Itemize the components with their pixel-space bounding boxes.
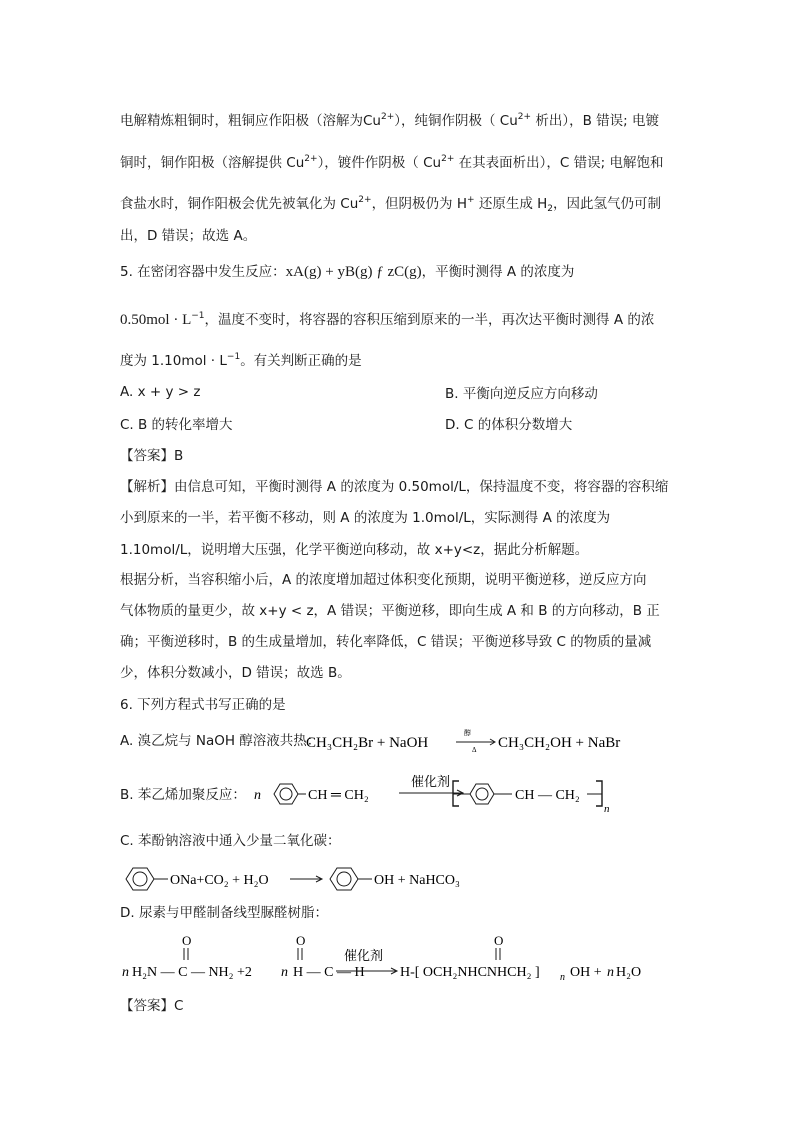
q6-answer: 【答案】C bbox=[120, 998, 184, 1014]
q6-option-b-label: B. 苯乙烯加聚反应： bbox=[120, 787, 246, 803]
text: ），镀件作阴极（ Cu bbox=[317, 155, 442, 171]
benzene-ring-icon bbox=[470, 784, 494, 804]
q6-option-c-equation bbox=[118, 858, 488, 898]
q5-analysis-2: 小到原来的一半，若平衡不移动，则 A 的浓度为 1.0mol/L，实际测得 A 的浓度为 bbox=[120, 510, 611, 526]
superscript: −1 bbox=[191, 311, 205, 321]
condition-heat: Δ bbox=[472, 746, 477, 754]
urea: H₂N — C — NH₂ +2 bbox=[132, 965, 252, 980]
resin-repeat-unit: H-[ OCH₂NHCNHCH₂ ] bbox=[400, 965, 540, 980]
carbonyl-oxygen: O bbox=[494, 933, 504, 948]
degree-n: n bbox=[604, 803, 610, 815]
coefficient-n: n bbox=[281, 965, 288, 980]
text: ，平衡时测得 A 的浓度为 bbox=[421, 264, 575, 280]
catalyst-label: 催化剂 bbox=[344, 949, 384, 964]
q5-analysis-3: 1.10mol/L，说明增大压强，化学平衡逆向移动，故 x+y<z，据此分析解题。 bbox=[120, 542, 589, 558]
q5-option-c: C. B 的转化率增大 bbox=[120, 417, 233, 433]
polymer-unit: CH — CH₂ bbox=[515, 788, 580, 803]
q5-line-3 bbox=[120, 347, 362, 371]
paragraph-line-2 bbox=[120, 149, 663, 173]
carbonyl-oxygen: O bbox=[296, 933, 306, 948]
catalyst-label: 催化剂 bbox=[411, 775, 451, 790]
concentration: 度为 1.10mol · L bbox=[120, 353, 227, 369]
q5-line-2 bbox=[120, 306, 654, 330]
benzene-ring-icon bbox=[330, 868, 358, 890]
text: ，但阴极仍为 H bbox=[371, 196, 468, 212]
formaldehyde: H — C — H bbox=[293, 965, 365, 980]
q5-stem bbox=[120, 262, 574, 282]
superscript: 2+ bbox=[304, 154, 318, 164]
text: ，因此氢气仍可制 bbox=[553, 196, 662, 212]
products: CH₃CH₂OH + NaBr bbox=[498, 735, 621, 751]
paragraph-line-1 bbox=[120, 107, 659, 131]
benzene-ring-icon bbox=[126, 868, 154, 890]
text: 还原生成 H bbox=[474, 196, 548, 212]
superscript: −1 bbox=[226, 352, 241, 362]
reactants: CH₃CH₂Br + NaOH bbox=[306, 735, 429, 751]
degree-n: n bbox=[560, 972, 565, 983]
q5-analysis-6: 确；平衡逆移时，B 的生成量增加，转化率降低，C 错误；平衡逆移导致 C 的物质的量减 bbox=[120, 634, 652, 650]
q6-option-c-label: C. 苯酚钠溶液中通入少量二氧化碳： bbox=[120, 833, 341, 849]
text: 5. 在密闭容器中发生反应： bbox=[120, 264, 286, 280]
benzene-ring-icon bbox=[274, 784, 298, 804]
condition-alcohol: 醇 bbox=[464, 729, 471, 737]
paragraph-line-4: 出，D 错误；故选 A。 bbox=[120, 228, 257, 244]
text: ，温度不变时，将容器的容积压缩到原来的一半，再次达平衡时测得 A 的浓 bbox=[204, 312, 655, 328]
water: H₂O bbox=[616, 965, 642, 980]
q6-option-a-label: A. 溴乙烷与 NaOH 醇溶液共热： bbox=[120, 733, 321, 749]
paragraph-line-3 bbox=[120, 190, 661, 219]
text: ），纯铜作阴极（ Cu bbox=[394, 113, 518, 129]
text: 食盐水时，铜作阳极会优先被氧化为 Cu bbox=[120, 196, 359, 212]
subscript: 2 bbox=[547, 204, 554, 214]
concentration: 0.50mol · L bbox=[120, 312, 192, 328]
reactants: ONa+CO₂ + H₂O bbox=[170, 873, 269, 888]
end-group: OH + bbox=[570, 965, 602, 980]
coefficient-n: n bbox=[607, 965, 614, 980]
q6-stem: 6. 下列方程式书写正确的是 bbox=[120, 697, 286, 713]
superscript: 2+ bbox=[380, 112, 395, 122]
superscript: 2+ bbox=[441, 154, 455, 164]
q6-option-d-label: D. 尿素与甲醛制备线型脲醛树脂： bbox=[120, 905, 328, 921]
q5-option-d: D. C 的体积分数增大 bbox=[445, 417, 573, 433]
q5-answer: 【答案】B bbox=[120, 448, 184, 464]
superscript: 2+ bbox=[358, 195, 372, 205]
q5-option-a: A. x + y > z bbox=[120, 384, 201, 400]
q6-option-d-equation bbox=[118, 930, 658, 986]
q5-analysis-7: 少，体积分数减小，D 错误；故选 B。 bbox=[120, 665, 351, 681]
q5-analysis-5: 气体物质的量更少，故 x+y < z，A 错误；平衡逆移，即向生成 A 和 B 的方向移动，B 正 bbox=[120, 603, 660, 619]
text: 在其表面析出），C 错误; 电解饱和 bbox=[454, 155, 664, 171]
q5-analysis-1: 【解析】由信息可知，平衡时测得 A 的浓度为 0.50mol/L，保持温度不变，将容器的容积缩 bbox=[120, 479, 669, 495]
text: 电解精炼粗铜时，粗铜应作阳极（溶解为Cu bbox=[120, 113, 381, 129]
q5-option-b: B. 平衡向逆反应方向移动 bbox=[445, 386, 598, 402]
q5-analysis-4: 根据分析，当容积缩小后，A 的浓度增加超过体积变化预期，说明平衡逆移，逆反应方向 bbox=[120, 572, 647, 588]
coefficient-n: n bbox=[254, 788, 261, 803]
text: 。有关判断正确的是 bbox=[240, 353, 362, 369]
text: 析出），B 错误; 电镀 bbox=[531, 113, 660, 129]
products: OH + NaHCO₃ bbox=[374, 873, 460, 888]
q6-option-a-equation bbox=[306, 726, 646, 756]
superscript: 2+ bbox=[517, 112, 532, 122]
text: 铜时，铜作阳极（溶解提供 Cu bbox=[120, 155, 305, 171]
monomer-vinyl: CH ═ CH₂ bbox=[308, 788, 369, 803]
equation: xA(g) + yB(g) ƒ zC(g) bbox=[285, 264, 422, 280]
superscript: + bbox=[467, 195, 475, 205]
q6-option-b-equation bbox=[254, 766, 614, 820]
carbonyl-oxygen: O bbox=[182, 933, 192, 948]
coefficient-n: n bbox=[122, 965, 129, 980]
